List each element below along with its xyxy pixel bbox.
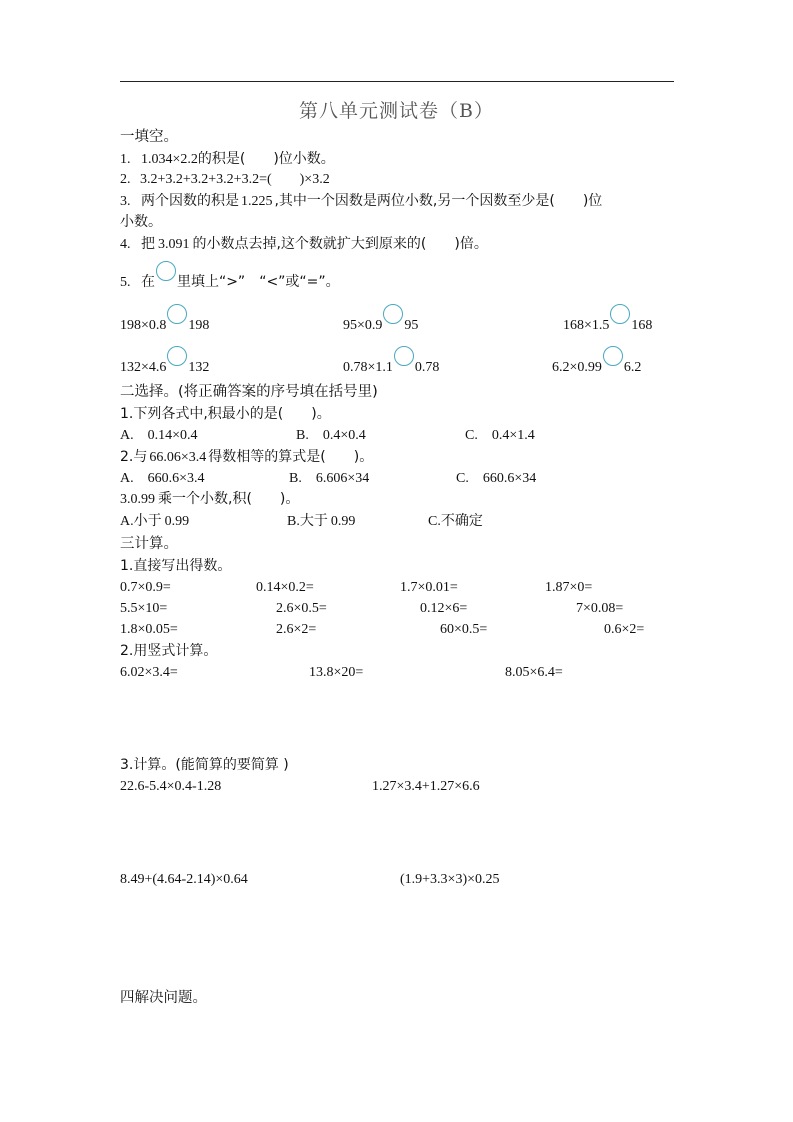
oral-calc-item: 2.6×2= [276,622,317,637]
answer-circle[interactable] [394,346,414,366]
s1-q3: 3. 两个因数的积是 1.225 ,其中一个因数是两位小数,另一个因数至少是( )位 [120,193,603,209]
s2-q2-stem: 2.与 66.06×3.4 得数相等的算式是( )。 [120,449,374,465]
simplify-calc-item: 22.6-5.4×0.4-1.28 [120,779,222,794]
s2-q1-option-c: C. 0.4×1.4 [465,428,535,443]
simplify-calc-item: (1.9+3.3×3)×0.25 [400,872,500,887]
circle-blank-icon [156,261,176,281]
vertical-calc-item: 13.8×20= [309,665,364,680]
oral-calc-item: 0.14×0.2= [256,580,314,595]
s2-q1-option-b: B. 0.4×0.4 [296,428,366,443]
oral-calc-item: 5.5×10= [120,601,168,616]
s3-p3-heading: 3.计算。(能简算的要简算 ) [120,757,289,773]
oral-calc-item: 60×0.5= [440,622,488,637]
vertical-calc-item: 6.02×3.4= [120,665,178,680]
s2-q3-option-a: A.小于 0.99 [120,513,190,529]
s2-q1-stem: 1.下列各式中,积最小的是( )。 [120,406,331,422]
s1-q3-cont: 小数。 [120,214,162,230]
answer-circle[interactable] [610,304,630,324]
s1-q1: 1. 1.034×2.2的积是( )位小数。 [120,151,335,167]
answer-circle[interactable] [603,346,623,366]
compare-item: 132×4.6 132 [120,353,209,377]
oral-calc-item: 0.6×2= [604,622,645,637]
s1-q4: 4. 把 3.091 的小数点去掉,这个数就扩大到原来的( )倍。 [120,236,488,252]
simplify-calc-item: 1.27×3.4+1.27×6.6 [372,779,480,794]
s2-q3-option-c: C.不确定 [428,513,483,529]
compare-item: 95×0.9 95 [343,311,418,335]
simplify-calc-item: 8.49+(4.64-2.14)×0.64 [120,872,248,887]
oral-calc-item: 2.6×0.5= [276,601,327,616]
s3-p2-heading: 2.用竖式计算。 [120,643,218,659]
section4-heading: 四解决问题。 [120,990,207,1006]
s2-q1-option-a: A. 0.14×0.4 [120,428,198,443]
oral-calc-item: 0.7×0.9= [120,580,171,595]
oral-calc-item: 7×0.08= [576,601,624,616]
page-title: 第八单元测试卷（B） [299,100,494,122]
s3-p1-heading: 1.直接写出得数。 [120,558,232,574]
s2-q2-option-b: B. 6.606×34 [289,471,370,486]
compare-item: 0.78×1.1 0.78 [343,353,439,377]
s1-q2: 2. 3.2+3.2+3.2+3.2+3.2=( )×3.2 [120,172,330,187]
section2-heading: 二选择。(将正确答案的序号填在括号里) [120,384,378,400]
compare-item: 6.2×0.99 6.2 [552,353,641,377]
compare-item: 198×0.8 198 [120,311,209,335]
section1-heading: 一填空。 [120,129,178,145]
vertical-calc-item: 8.05×6.4= [505,665,563,680]
oral-calc-item: 1.7×0.01= [400,580,458,595]
oral-calc-item: 1.87×0= [545,580,593,595]
compare-item: 168×1.5 168 [563,311,652,335]
answer-circle[interactable] [167,346,187,366]
s2-q2-option-c: C. 660.6×34 [456,471,537,486]
answer-circle[interactable] [383,304,403,324]
answer-circle[interactable] [167,304,187,324]
header-rule [120,81,674,82]
s2-q2-option-a: A. 660.6×3.4 [120,471,205,486]
section3-heading: 三计算。 [120,536,178,552]
s2-q3-stem: 3.0.99 乘一个小数,积( )。 [120,491,300,507]
oral-calc-item: 1.8×0.05= [120,622,178,637]
oral-calc-item: 0.12×6= [420,601,468,616]
s2-q3-option-b: B.大于 0.99 [287,513,356,529]
s1-q5: 5. 在 里填上“>” “<”或“=”。 [120,268,340,292]
